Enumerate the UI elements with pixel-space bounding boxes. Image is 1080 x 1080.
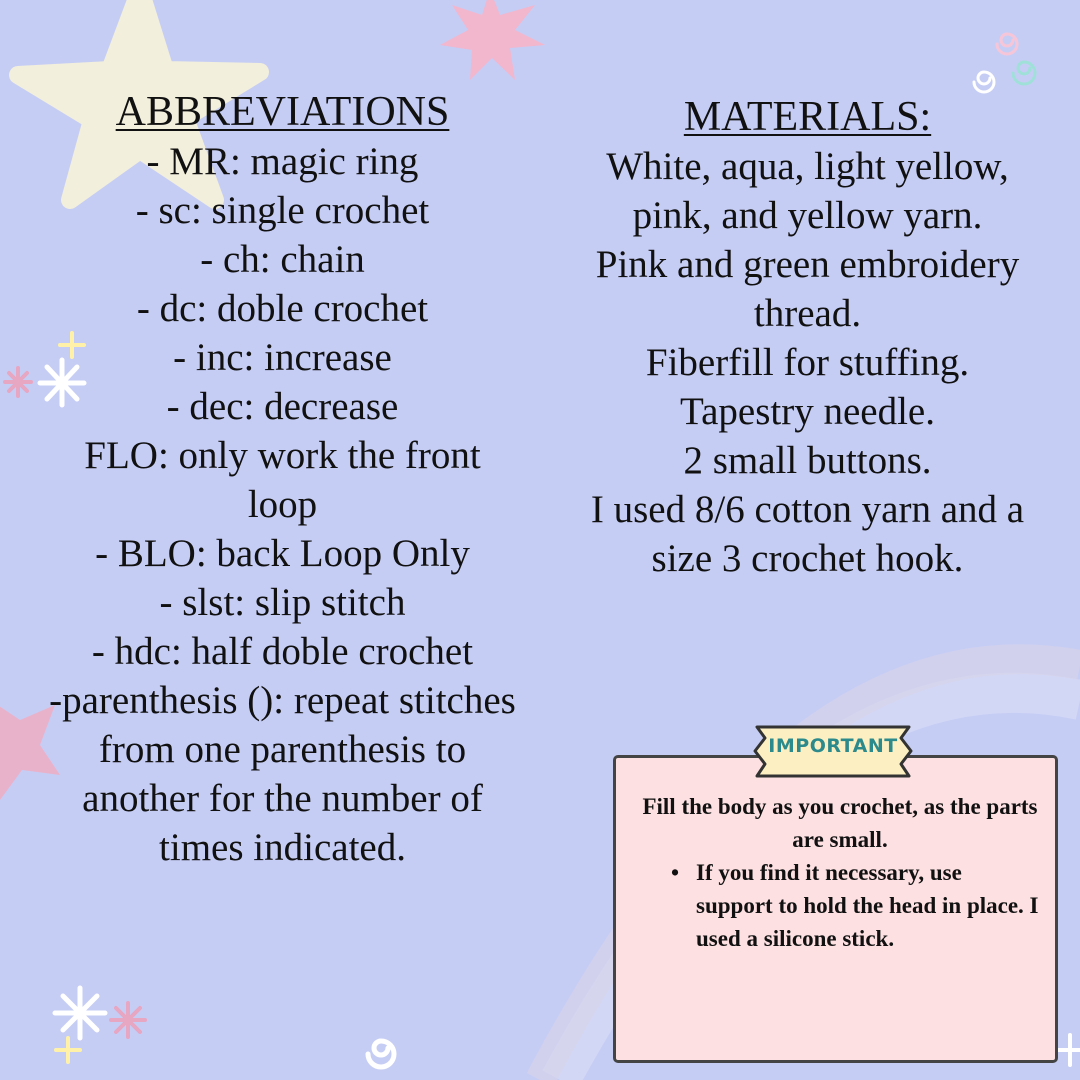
material-line: 2 small buttons. xyxy=(683,439,932,482)
abbreviation-line: FLO: only work the front xyxy=(84,434,481,477)
material-line: Pink and green embroidery xyxy=(595,243,1020,286)
abbreviation-line: - ch: chain xyxy=(200,238,365,281)
abbreviations-heading: ABBREVIATIONS xyxy=(115,89,450,135)
abbreviation-line: times indicated. xyxy=(159,826,406,869)
material-line: Tapestry needle. xyxy=(680,390,935,433)
material-line: White, aqua, light yellow, xyxy=(606,145,1009,188)
abbreviation-line: - sc: single crochet xyxy=(135,189,430,232)
material-line: pink, and yellow yarn. xyxy=(632,194,983,237)
abbreviation-line: - BLO: back Loop Only xyxy=(95,532,470,575)
abbreviation-line: from one parenthesis to xyxy=(98,728,467,771)
abbreviations-section xyxy=(20,88,545,872)
note-bullet-text: If you find it necessary, use support to hold the head in place. I used a silicone stick. xyxy=(696,860,1039,951)
abbreviation-line: loop xyxy=(247,483,318,526)
abbreviation-line: - hdc: half doble crochet xyxy=(91,630,474,673)
material-line: I used 8/6 cotton yarn and a xyxy=(590,488,1025,531)
abbreviation-line: -parenthesis (): repeat stitches xyxy=(49,679,516,722)
material-line: Fiberfill for stuffing. xyxy=(645,341,970,384)
abbreviation-line: - dc: doble crochet xyxy=(136,287,429,330)
sparkle-icon xyxy=(55,988,145,1062)
note-intro-text: Fill the body as you crochet, as the parts are small. xyxy=(642,794,1038,852)
abbreviation-line: - MR: magic ring xyxy=(146,140,419,183)
pink-starburst-icon xyxy=(440,0,545,80)
swirl-icon xyxy=(368,1041,394,1067)
bullet-marker: • xyxy=(671,860,680,885)
materials-heading: MATERIALS: xyxy=(683,94,932,140)
important-note-body xyxy=(640,790,1040,955)
note-bullet-item xyxy=(640,856,1040,955)
sparkle-icon xyxy=(1055,1035,1080,1065)
abbreviation-line: another for the number of xyxy=(82,777,483,820)
abbreviation-line: - inc: increase xyxy=(173,336,392,379)
important-tag-label: IMPORTANT xyxy=(768,735,898,757)
material-line: size 3 crochet hook. xyxy=(651,537,964,580)
materials-section xyxy=(555,93,1060,583)
material-line: thread. xyxy=(753,292,862,335)
abbreviation-line: - slst: slip stitch xyxy=(159,581,406,624)
swirl-icon xyxy=(974,34,1035,92)
abbreviation-line: - dec: decrease xyxy=(166,385,399,428)
